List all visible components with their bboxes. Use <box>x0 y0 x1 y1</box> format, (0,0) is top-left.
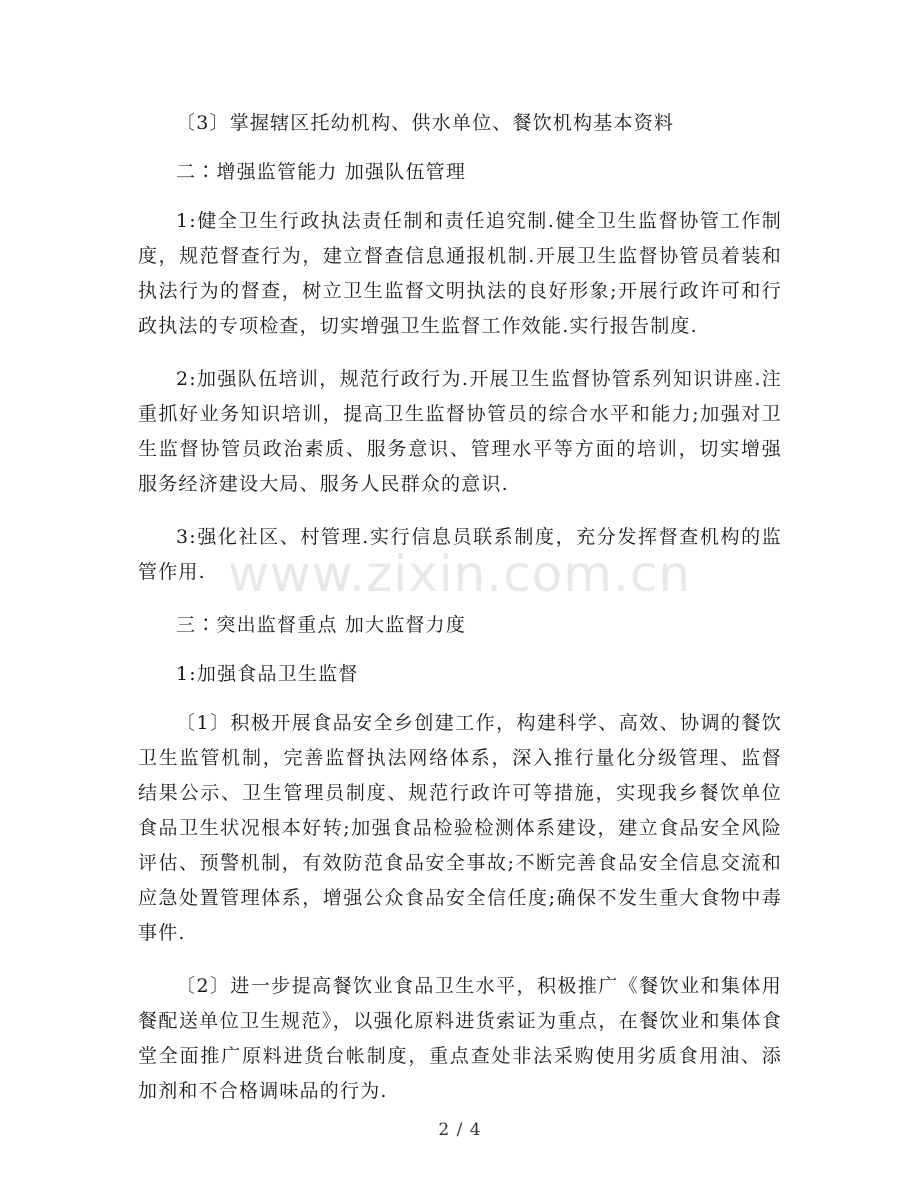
paragraph-community: 3:强化社区、村管理.实行信息员联系制度，充分发挥督查机构的监管作用. <box>138 526 782 583</box>
paragraph-training: 2:加强队伍培训，规范行政行为.开展卫生监督协管系列知识讲座.注重抓好业务知识培训，提高卫生监督协管员的综合水平和能力;加强对卫生监督协管员政治素质、服务意识、管理水平等方面的培训，切实增强服务经济建设大局、服务人民群众的意识. <box>138 368 782 495</box>
section-heading-3: 三∶突出监督重点 加大监督力度 <box>176 614 467 636</box>
paragraph-basic-info: 〔3〕掌握辖区托幼机构、供水单位、餐饮机构基本资料 <box>176 112 675 134</box>
page-number: 2 / 4 <box>438 1120 482 1140</box>
paragraph-food-safety: 〔1〕积极开展食品安全乡创建工作，构建科学、高效、协调的餐饮卫生监管机制，完善监督执法网络体系，深入推行量化分级管理、监督结果公示、卫生管理员制度、规范行政许可等措施，实现我乡餐饮单位食品卫生状况根本好转;加强食品检验检测体系建设，建立食品安全风险评估、预警机制，有效防范食品安全事故;不断完善食品安全信息交流和应急处置管理体系，增强公众食品安全信任度;确保不发生重大食物中毒事件. <box>138 712 782 944</box>
section-heading-2: 二∶增强监管能力 加强队伍管理 <box>176 161 467 183</box>
paragraph-catering: 〔2〕进一步提高餐饮业食品卫生水平，积极推广《餐饮业和集体用餐配送单位卫生规范》，以强化原料进货索证为重点，在餐饮业和集体食堂全面推广原料进货台帐制度，重点查处非法采购使用劣质食用油、添加剂和不合格调味品的行为. <box>138 975 782 1102</box>
subsection-heading-food: 1:加强食品卫生监督 <box>176 663 359 685</box>
paragraph-responsibility: 1:健全卫生行政执法责任制和责任追究制.健全卫生监督协管工作制度，规范督查行为，建立督查信息通报机制.开展卫生监督协管员着装和执法行为的督查，树立卫生监督文明执法的良好形象;开展行政许可和行政执法的专项检查，切实增强卫生监督工作效能.实行报告制度. <box>138 210 782 337</box>
watermark: www.zixin.com.cn <box>228 545 692 603</box>
document-body <box>138 106 782 1127</box>
